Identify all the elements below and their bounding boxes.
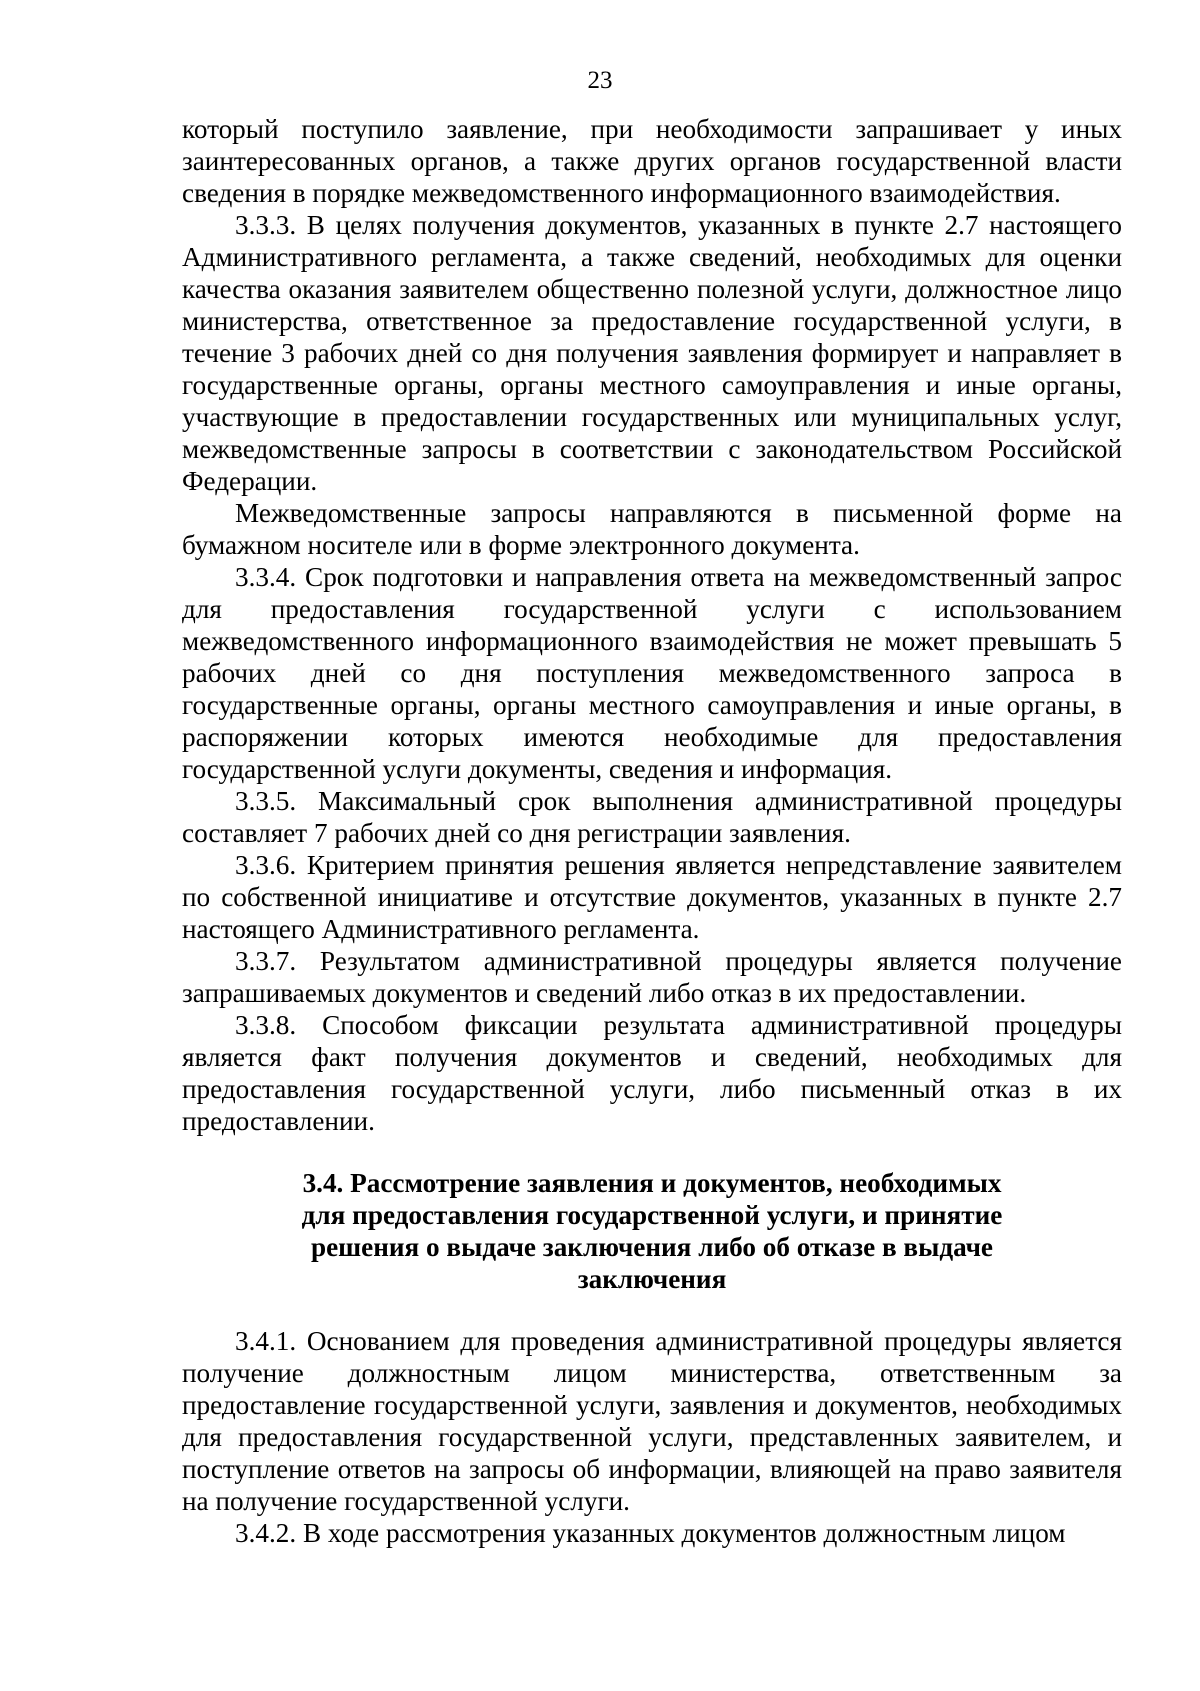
section-heading-line: решения о выдаче заключения либо об отказе в выдаче	[310, 1232, 993, 1262]
paragraph-3-3-4: 3.3.4. Срок подготовки и направления ответа на межведомственный запрос для предоставления государственной услуги с использованием межведомственного информационного взаимодействия не может превышать 5 рабочих дней со дня поступления межведомственного запроса в государственные органы, органы местного самоуправления и иные органы, в распоряжении которых имеются необходимые для предоставления государственной услуги документы, сведения и информация.	[182, 562, 1122, 784]
paragraph-intro-continuation: который поступило заявление, при необходимости запрашивает у иных заинтересованных органов, а также других органов государственной власти сведения в порядке межведомственного информационного взаимодействия.	[182, 114, 1122, 208]
section-heading-line: заключения	[577, 1264, 727, 1294]
page-number: 23	[587, 67, 613, 94]
paragraph-interagency-requests: Межведомственные запросы направляются в письменной форме на бумажном носителе или в форме электронного документа.	[182, 498, 1122, 560]
paragraph-3-3-3: 3.3.3. В целях получения документов, указанных в пункте 2.7 настоящего Административного регламента, а также сведений, необходимых для оценки качества оказания заявителем общественно полезной услуги, должностное лицо министерства, ответственное за предоставление государственной услуги, в течение 3 рабочих дней со дня получения заявления формирует и направляет в государственные органы, органы местного самоуправления и иные органы, участвующие в предоставлении государственных или муниципальных услуг, межведомственные запросы в соответствии с законодательством Российской Федерации.	[182, 210, 1122, 496]
paragraph-3-3-5: 3.3.5. Максимальный срок выполнения административной процедуры составляет 7 рабочих дней со дня регистрации заявления.	[182, 786, 1122, 848]
paragraph-3-4-2: 3.4.2. В ходе рассмотрения указанных документов должностным лицом	[235, 1518, 1066, 1548]
document-body	[182, 113, 1122, 1549]
section-heading-line: 3.4. Рассмотрение заявления и документов, необходимых	[302, 1168, 1002, 1198]
section-heading-3-4	[182, 1137, 1122, 1325]
paragraph-3-3-6: 3.3.6. Критерием принятия решения является непредставление заявителем по собственной инициативе и отсутствие документов, указанных в пункте 2.7 настоящего Административного регламента.	[182, 850, 1122, 944]
section-heading-line: для предоставления государственной услуги, и принятие	[301, 1200, 1003, 1230]
paragraph-3-3-7: 3.3.7. Результатом административной процедуры является получение запрашиваемых документов и сведений либо отказ в их предоставлении.	[182, 946, 1122, 1008]
paragraph-3-4-1: 3.4.1. Основанием для проведения административной процедуры является получение должностным лицом министерства, ответственным за предоставление государственной услуги, заявления и документов, необходимых для предоставления государственной услуги, представленных заявителем, и поступление ответов на запросы об информации, влияющей на право заявителя на получение государственной услуги.	[182, 1326, 1122, 1516]
paragraph-3-3-8: 3.3.8. Способом фиксации результата административной процедуры является факт получения документов и сведений, необходимых для предоставления государственной услуги, либо письменный отказ в их предоставлении.	[182, 1010, 1122, 1136]
